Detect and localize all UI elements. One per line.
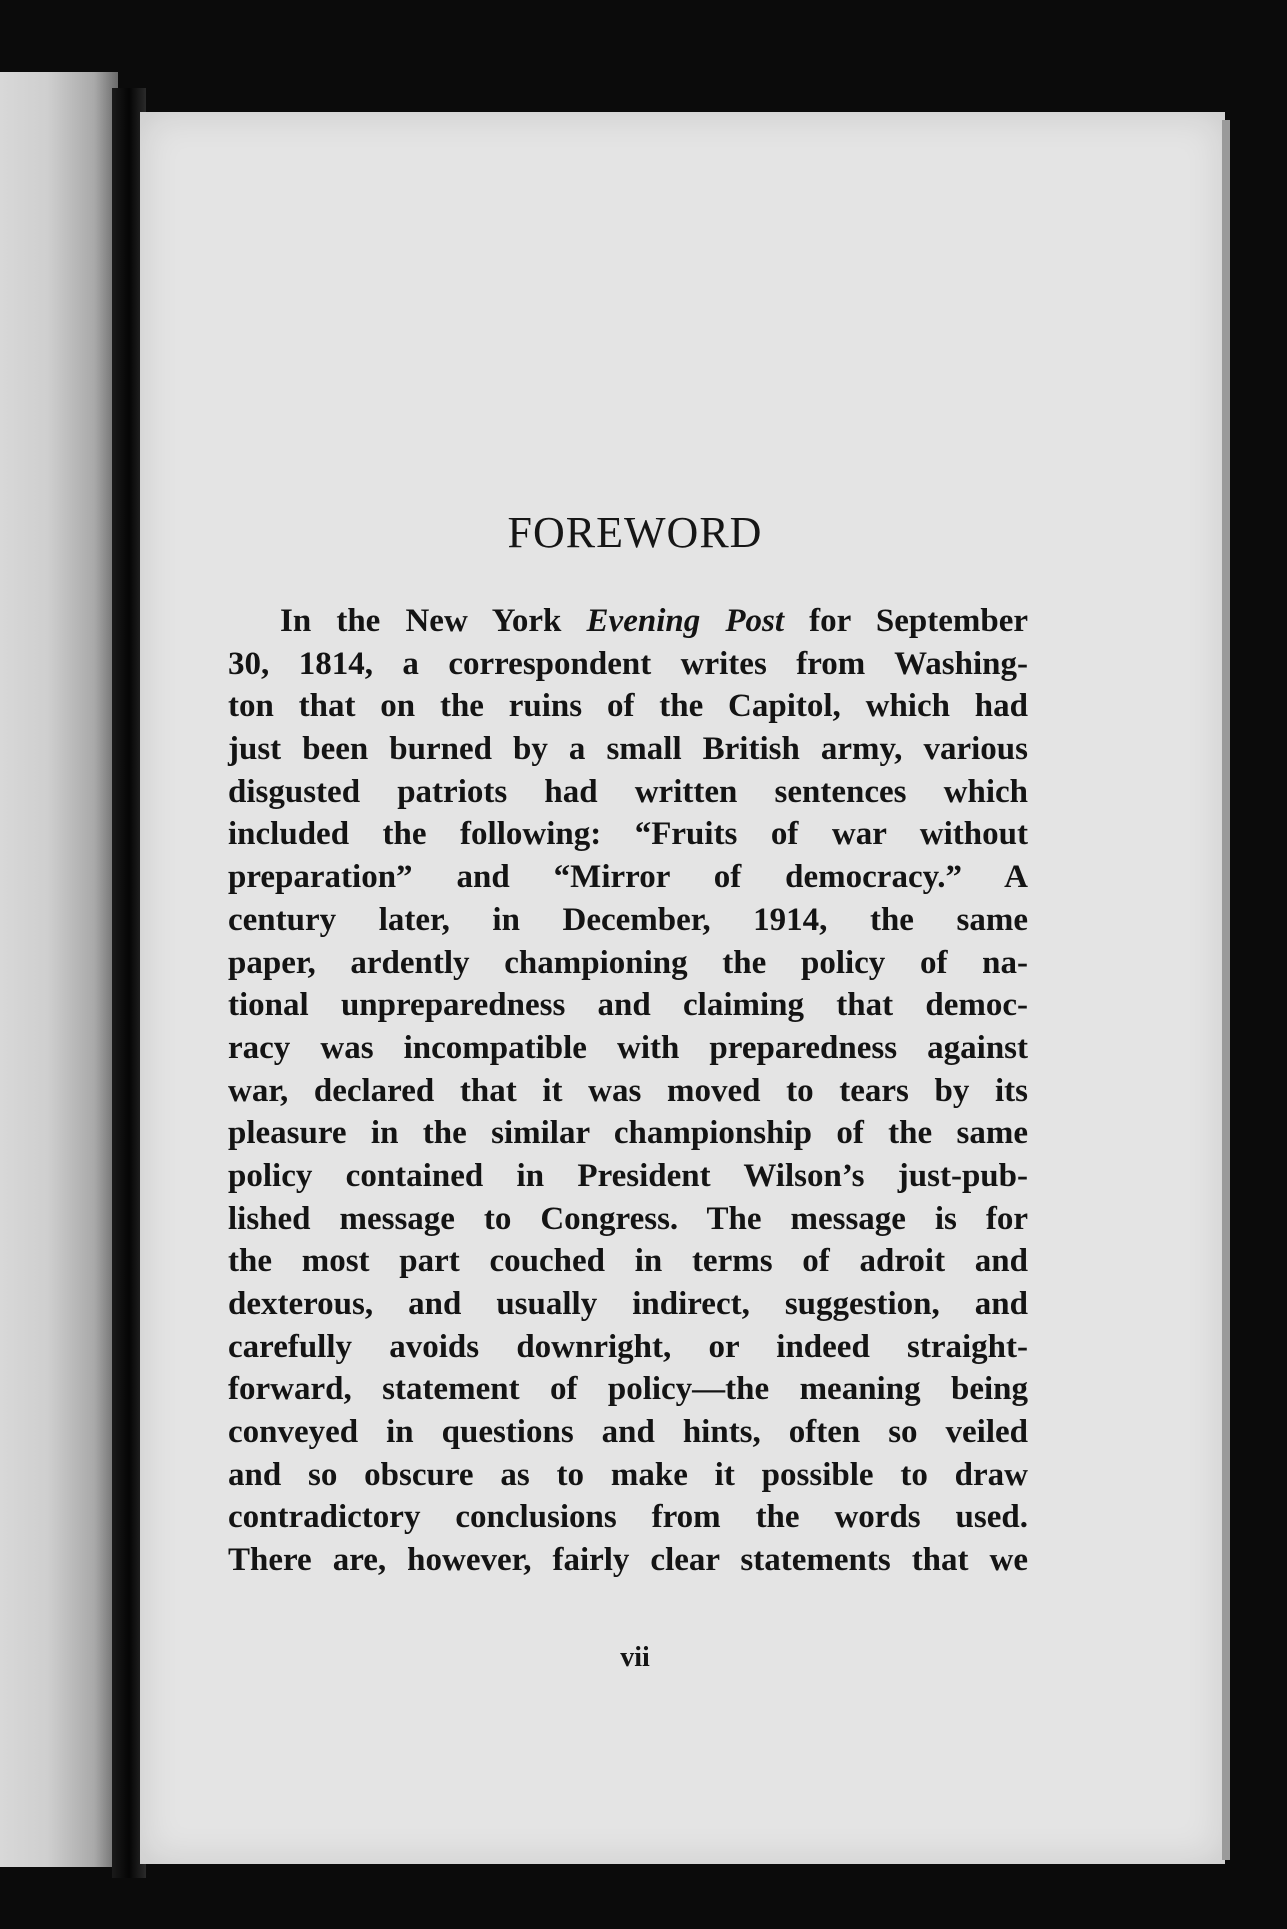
text-line: paper, ardently championing the policy of na- (228, 944, 1028, 981)
text-line: In the New York Evening Post for September (280, 603, 1028, 639)
text-line: dexterous, and usually indirect, suggestion, and (228, 1286, 1028, 1322)
text-line: included the following: “Fruits of war without (228, 816, 1028, 853)
text-line: century later, in December, 1914, the same (228, 901, 1028, 938)
body-text (228, 600, 1028, 1582)
text-line: racy was incompatible with preparedness against (228, 1029, 1028, 1066)
adjacent-page-edge (0, 72, 118, 1867)
text-line: disgusted patriots had written sentences which (228, 773, 1028, 810)
page-right-edge (1222, 120, 1230, 1860)
text-line: the most part couched in terms of adroit and (228, 1243, 1028, 1280)
publication-title: Evening Post (586, 603, 785, 639)
text-line: forward, statement of policy—the meaning being (228, 1371, 1028, 1408)
text-line: preparation” and “Mirror of democracy.” A (228, 859, 1028, 896)
text-line: just been burned by a small British army, various (228, 731, 1028, 768)
text-line: lished message to Congress. The message is for (228, 1200, 1028, 1237)
text-line: ton that on the ruins of the Capitol, which had (228, 688, 1028, 725)
text-line: There are, however, fairly clear statements that we (228, 1542, 1028, 1579)
text-line: war, declared that it was moved to tears by its (228, 1072, 1028, 1109)
text-line: conveyed in questions and hints, often so veiled (228, 1414, 1028, 1451)
page-number: vii (620, 1642, 650, 1673)
text-line: contradictory conclusions from the words used. (228, 1499, 1028, 1536)
text-line: policy contained in President Wilson’s just-pub- (228, 1157, 1028, 1194)
text-line: tional unpreparedness and claiming that democ- (228, 987, 1028, 1024)
text-line: carefully avoids downright, or indeed straight- (228, 1328, 1028, 1365)
text-line: and so obscure as to make it possible to draw (228, 1456, 1028, 1493)
text-line: pleasure in the similar championship of the same (228, 1115, 1028, 1152)
text-line: 30, 1814, a correspondent writes from Washing- (228, 645, 1028, 682)
page-heading: FOREWORD (507, 508, 763, 557)
